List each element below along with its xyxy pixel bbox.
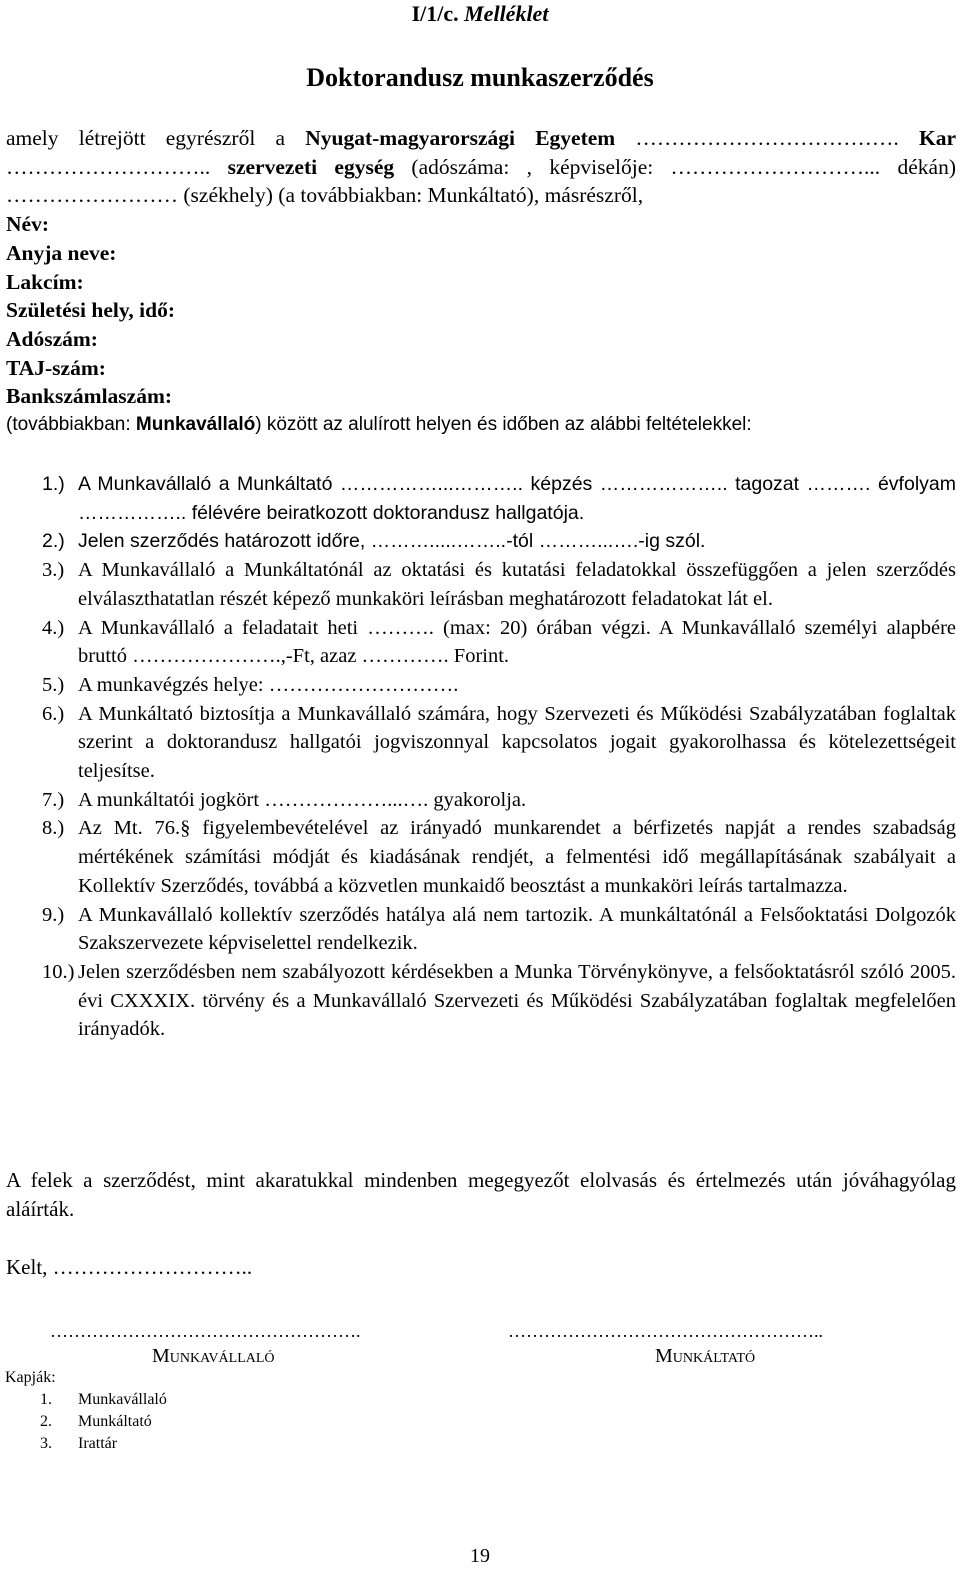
employer-details: (adószáma: , képviselője: ………………………... dékán) …………………… (székhely) (a továbbiakban: Munkáltató), másrészről, [6, 154, 956, 208]
clause-number: 9.) [42, 903, 65, 926]
employee-signature-line: ……………………………………………. [50, 1321, 361, 1341]
recipient-number: 2. [40, 1413, 52, 1430]
clause [42, 614, 956, 671]
parties-text: (továbbiakban: [6, 414, 136, 436]
contract-clauses [42, 470, 956, 1044]
clause-number: 10.) [42, 960, 75, 983]
field-address: Lakcím: [6, 269, 84, 294]
recipient-name: Irattár [78, 1435, 118, 1452]
faculty-label: Kar [918, 126, 956, 150]
parties-line [6, 411, 956, 440]
university-name: Nyugat-magyarországi Egyetem [305, 126, 616, 150]
annex-word: Melléklet [464, 1, 549, 26]
clause [42, 470, 956, 527]
clause [42, 671, 956, 700]
parties-text: ) között az alulírott helyen és időben az alábbi feltételekkel: [255, 414, 752, 436]
document-title: Doktorandusz munkaszerződés [306, 63, 654, 92]
field-tax-id: Adószám: [6, 326, 98, 351]
clause-text: A Munkavállaló a Munkáltatónál az oktatási és kutatási feladatokkal összefüggően a jelen szerződés elválaszthatatlan részét képező munkaköri leírásban meghatározott feladatokat lát el. [78, 559, 956, 610]
clause [42, 556, 956, 613]
employer-signature-line: …………………………………………….. [508, 1321, 823, 1341]
list-item [40, 1389, 167, 1411]
intro-paragraph [6, 124, 956, 210]
clause-number: 4.) [42, 616, 65, 639]
clause-text: Jelen szerződésben nem szabályozott kérdésekben a Munka Törvénykönyve, a felsőoktatásról szóló 2005. évi CXXXIX. törvény és a Munkavállaló Szervezeti és Működési Szabályzatában foglaltak megfelelően irányadók. [78, 960, 956, 1041]
recipient-name: Munkavállaló [78, 1391, 167, 1408]
field-taj: TAJ-szám: [6, 355, 106, 380]
clause-text: A Munkavállaló kollektív szerződés hatálya alá nem tartozik. A munkáltatónál a Felsőoktatási Dolgozók Szakszervezete képviselettel rendelkezik. [78, 903, 956, 955]
clause [42, 527, 956, 556]
unit-label: szervezeti egység [227, 154, 395, 179]
clause-number: 1.) [42, 473, 65, 495]
annex-number: I/1/c. [411, 1, 459, 26]
field-name: Név: [6, 212, 49, 237]
field-mother-name: Anyja neve: [6, 240, 117, 265]
clause-number: 6.) [42, 702, 65, 725]
date-line: Kelt, ……………………….. [6, 1255, 253, 1279]
intro-text: amely létrejött egyrészről a [6, 126, 306, 150]
clause-text: A munkáltatói jogkört ………………...…. gyakorolja. [78, 788, 527, 811]
recipients-list [40, 1389, 167, 1455]
recipient-name: Munkáltató [78, 1413, 152, 1430]
employee-signature-label: Munkavállaló [152, 1345, 275, 1367]
recipients-label: Kapják: [5, 1369, 56, 1386]
recipient-number: 3. [40, 1435, 52, 1452]
field-bank-account: Bankszámlaszám: [6, 384, 173, 409]
faculty-blank: ……………………….. [6, 154, 228, 179]
clause-number: 3.) [42, 559, 65, 582]
clause-text: A Munkavállaló a feladatait heti ………. (max: 20) órában végzi. A Munkavállaló személyi alapbére bruttó ………………….,-Ft, azaz …………. Forint. [78, 616, 956, 668]
clause-number: 7.) [42, 788, 65, 811]
clause [42, 786, 956, 815]
clause-text: A munkavégzés helye: ………………………. [78, 673, 459, 696]
page-number: 19 [470, 1545, 490, 1567]
clause-text: A Munkavállaló a Munkáltató ……………...……….. képzés ……………….. tagozat ………. évfolyam …………….. félévére beiratkozott doktorandusz hallgatója. [78, 473, 956, 524]
clause-number: 8.) [42, 817, 65, 840]
list-item [40, 1411, 167, 1433]
contract-intro [6, 124, 956, 440]
employee-term: Munkavállaló [135, 414, 256, 436]
clause-text: Jelen szerződés határozott időre, ……….....……..-tól ………...….-ig szól. [78, 530, 706, 553]
clause [42, 700, 956, 786]
clause-text: A Munkáltató biztosítja a Munkavállaló számára, hogy Szervezeti és Működési Szabályzatában foglaltak szerint a doktorandusz hallgatói jogviszonnyal kapcsolatos jogait gyakorolhassa és kötelezettségeit teljesítse. [78, 702, 956, 783]
clause-number: 2.) [42, 530, 65, 553]
clause [42, 814, 956, 900]
field-birth: Születési hely, idő: [6, 298, 176, 323]
intro-blank: ………………………………. [615, 126, 899, 150]
employer-signature-label: Munkáltató [655, 1345, 756, 1367]
annex-label [0, 0, 960, 28]
closing-statement: A felek a szerződést, mint akaratukkal mindenben megegyezőt elolvasás és értelmezés után jóváhagyólag aláírták. [6, 1168, 956, 1221]
list-item [40, 1433, 167, 1455]
recipient-number: 1. [40, 1391, 52, 1408]
clause [42, 901, 956, 958]
clause [42, 958, 956, 1044]
clause-text: Az Mt. 76.§ figyelembevételével az irányadó munkarendet a bérfizetés napját a rendes szabadság mértékének számítási módját és kiadásának rendjét, a felmentési idő megállapításának szabályait a Kollektív Szerződés, továbbá a közvetlen munkaidő beosztást a munkaköri leírás tartalmazza. [78, 817, 956, 897]
clause-number: 5.) [42, 673, 65, 696]
